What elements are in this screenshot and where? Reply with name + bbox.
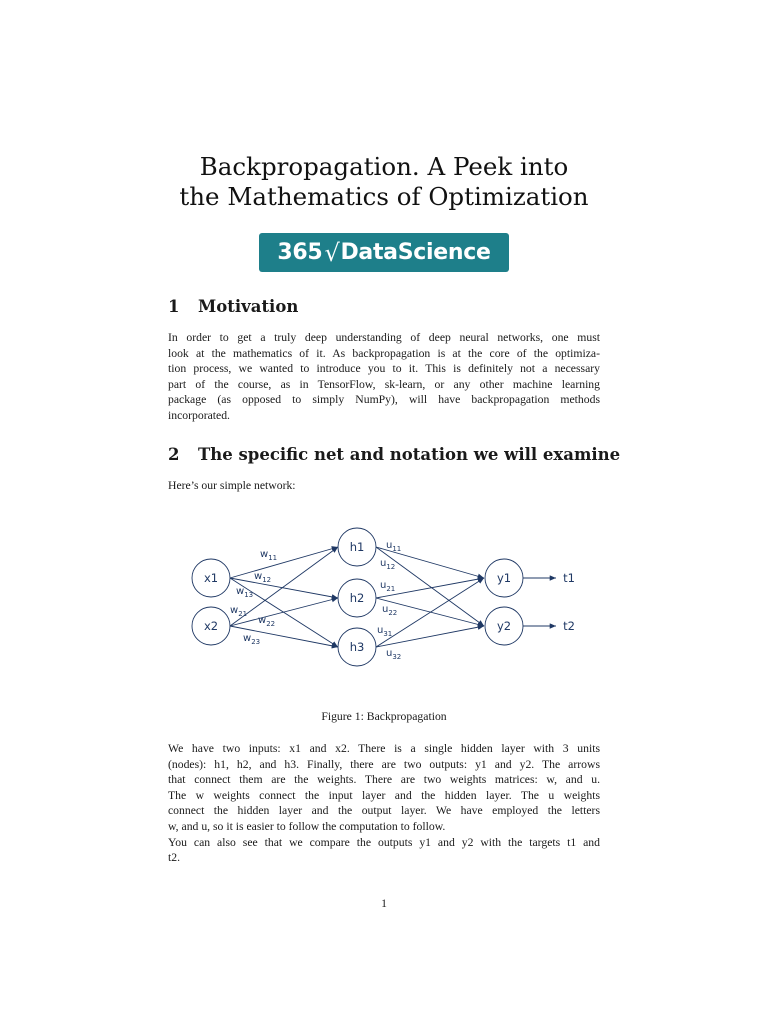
- neural-network-diagram: [180, 520, 600, 670]
- weight-label-u32: $u_{32}$: [386, 648, 402, 661]
- text-line: The w weights connect the input layer and the hidden layer. The u weights: [168, 788, 600, 802]
- page-number: 1: [381, 897, 387, 910]
- sqrt-icon: √: [324, 238, 340, 267]
- logo-text-number: 365: [277, 240, 323, 265]
- weight-label-w22: $w_{22}$: [258, 615, 276, 628]
- figure-caption: Figure 1: Backpropagation: [321, 710, 447, 723]
- node-label-h1: h1: [349, 540, 365, 554]
- node-label-h3: h3: [349, 640, 365, 654]
- weight-label-w13: $w_{13}$: [236, 586, 254, 599]
- weight-label-u31: $u_{31}$: [377, 625, 393, 638]
- section-heading-motivation: [168, 297, 298, 316]
- edge-w11: [230, 547, 338, 578]
- weight-label-w21: $w_{21}$: [230, 605, 248, 618]
- weight-label-u12: $u_{12}$: [380, 558, 396, 571]
- node-label-x2: x2: [203, 619, 219, 633]
- weight-label-u22: $u_{22}$: [382, 604, 398, 617]
- text-line: We have two inputs: x1 and x2. There is a single hidden layer with 3 units: [168, 742, 600, 755]
- weight-label-u11: $u_{11}$: [386, 540, 402, 553]
- paper-title: [0, 152, 768, 212]
- weight-label-w23: $w_{23}$: [243, 633, 261, 646]
- motivation-paragraph: [168, 330, 600, 424]
- node-label-y1: y1: [496, 571, 512, 585]
- text-line: w, and u, so it is easier to follow the computation to follow.: [168, 819, 446, 833]
- section-heading-network: [168, 445, 620, 464]
- title-line-1: Backpropagation. A Peek into: [199, 152, 569, 181]
- network-intro: [168, 478, 600, 494]
- text-line: part of the course, as in TensorFlow, sk-learn, or any other machine learning: [168, 377, 600, 391]
- text-line: Here’s our simple network:: [168, 479, 296, 492]
- section-number: 2: [168, 445, 180, 464]
- logo-text-name: DataScience: [340, 240, 491, 265]
- target-label-t1: t1: [563, 571, 575, 585]
- text-line: connect the hidden layer and the output layer. We have employed the letters: [168, 804, 600, 818]
- text-line: incorporated.: [168, 408, 230, 422]
- target-label-t2: t2: [563, 619, 575, 633]
- text-line: that connect them are the weights. There are two weights matrices: w, and u.: [168, 773, 600, 787]
- node-label-h2: h2: [349, 591, 365, 605]
- weight-label-w12: $w_{12}$: [254, 571, 272, 584]
- weight-label-u21: $u_{21}$: [380, 580, 396, 593]
- text-line: In order to get a truly deep understanding of deep neural networks, one must: [168, 331, 600, 344]
- body-paragraph-1: [168, 741, 600, 866]
- node-label-x1: x1: [203, 571, 219, 585]
- text-line: tion process, we wanted to introduce you to it. This is definitely not a necessary: [168, 362, 600, 376]
- weight-label-w11: $w_{11}$: [260, 549, 278, 562]
- text-line: look at the mathematics of it. As backpropagation is at the core of the optimiza-: [168, 346, 600, 360]
- title-line-2: the Mathematics of Optimization: [179, 182, 589, 211]
- text-line: (nodes): h1, h2, and h3. Finally, there are two outputs: y1 and y2. The arrows: [168, 757, 600, 771]
- text-line: package (as opposed to simply NumPy), will have backpropagation methods: [168, 393, 600, 407]
- text-line: You can also see that we compare the outputs y1 and y2 with the targets t1 and: [168, 835, 600, 849]
- text-line: t2.: [168, 851, 181, 865]
- section-title: Motivation: [198, 297, 299, 316]
- section-title: The specific net and notation we will examine: [198, 445, 621, 464]
- node-label-y2: y2: [496, 619, 512, 633]
- section-number: 1: [168, 297, 180, 316]
- brand-logo: [259, 233, 509, 272]
